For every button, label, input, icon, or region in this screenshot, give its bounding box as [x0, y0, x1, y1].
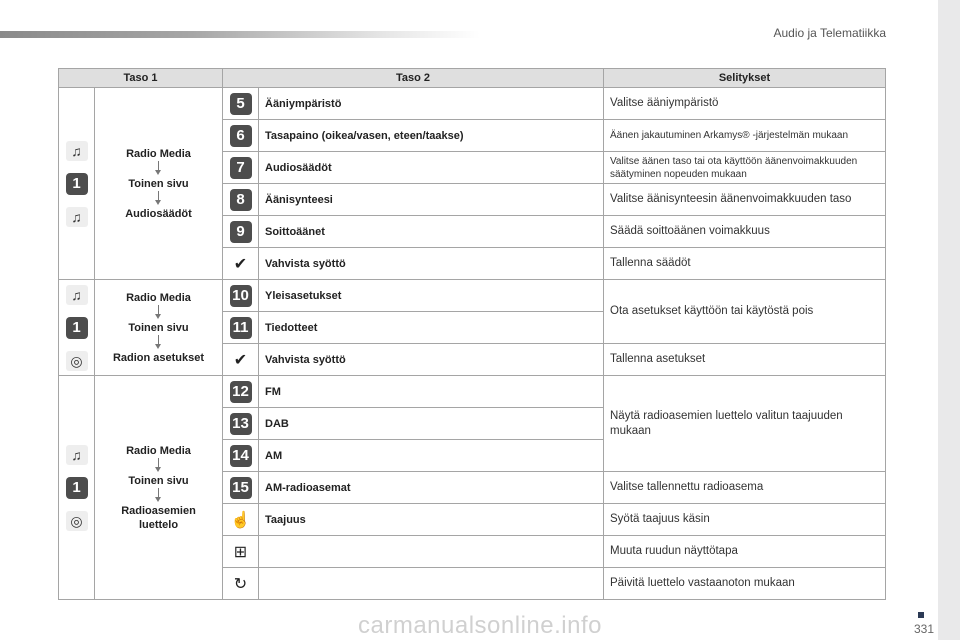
path-step: Radion asetukset — [112, 351, 205, 364]
option-desc: Ota asetukset käyttöön tai käytöstä pois — [604, 280, 886, 344]
music-note-icon: ♫ — [66, 141, 88, 161]
step-badge: 11 — [230, 317, 252, 339]
radio-antenna-icon: ◎ — [66, 351, 88, 371]
table-row — [59, 376, 886, 408]
group-3-icons — [59, 376, 95, 600]
header-level1: Taso 1 — [59, 69, 223, 88]
option-desc: Valitse äänen taso tai ota käyttöön äänenvoimakkuuden säätyminen nopeuden mukaan — [604, 152, 886, 184]
music-settings-icon: ♫ — [66, 207, 88, 227]
checkmark-icon: ✔ — [233, 255, 248, 273]
step-badge: 9 — [230, 221, 252, 243]
radio-list-icon: ◎ — [66, 511, 88, 531]
arrow-down-icon — [158, 305, 159, 317]
option-desc: Näytä radioasemien luettelo valitun taajuuden mukaan — [604, 376, 886, 472]
table-row — [59, 88, 886, 120]
arrow-down-icon — [158, 191, 159, 203]
step-badge: 15 — [230, 477, 252, 499]
step-badge: 7 — [230, 157, 252, 179]
option-desc: Muuta ruudun näyttötapa — [604, 536, 886, 568]
step-badge: 10 — [230, 285, 252, 307]
option-desc: Valitse tallennettu radioasema — [604, 472, 886, 504]
step-badge: 1 — [66, 173, 88, 195]
option-label: AM-radioasemat — [259, 472, 604, 504]
option-label: DAB — [259, 408, 604, 440]
path-step: Toinen sivu — [128, 177, 189, 190]
page-sidebar — [938, 0, 960, 640]
group-1-path — [95, 88, 223, 280]
option-desc: Tallenna säädöt — [604, 248, 886, 280]
option-label: Yleisasetukset — [259, 280, 604, 312]
display-mode-icon: ⊞ — [233, 543, 248, 561]
path-step: Toinen sivu — [128, 321, 189, 334]
option-label — [259, 568, 604, 600]
hand-tap-icon: ☝ — [230, 511, 251, 529]
path-step: Radioasemien luettelo — [121, 504, 196, 531]
option-label: Ääniympäristö — [259, 88, 604, 120]
group-2-path — [95, 280, 223, 376]
settings-table — [58, 68, 886, 600]
path-step: Radio Media — [126, 444, 191, 457]
path-step: Radio Media — [126, 147, 191, 160]
option-label: Tasapaino (oikea/vasen, eteen/taakse) — [259, 120, 604, 152]
path-step: Radio Media — [126, 291, 191, 304]
step-badge: 6 — [230, 125, 252, 147]
option-label: Taajuus — [259, 504, 604, 536]
group-1-icons — [59, 88, 95, 280]
step-badge: 13 — [230, 413, 252, 435]
music-note-icon: ♫ — [66, 445, 88, 465]
watermark: carmanualsonline.info — [358, 612, 602, 639]
option-label: Vahvista syöttö — [259, 248, 604, 280]
path-step: Toinen sivu — [128, 474, 189, 487]
music-note-icon: ♫ — [66, 285, 88, 305]
refresh-icon: ↻ — [233, 575, 248, 593]
header-level2: Taso 2 — [223, 69, 604, 88]
path-step: Audiosäädöt — [125, 207, 192, 220]
option-desc: Syötä taajuus käsin — [604, 504, 886, 536]
option-desc: Valitse äänisynteesin äänenvoimakkuuden taso — [604, 184, 886, 216]
step-badge: 5 — [230, 93, 252, 115]
option-desc: Tallenna asetukset — [604, 344, 886, 376]
step-badge: 14 — [230, 445, 252, 467]
option-label: Tiedotteet — [259, 312, 604, 344]
arrow-down-icon — [158, 458, 159, 470]
option-label: Soittoäänet — [259, 216, 604, 248]
step-badge: 1 — [66, 477, 88, 499]
arrow-down-icon — [158, 335, 159, 347]
step-badge: 1 — [66, 317, 88, 339]
header-bar — [0, 31, 480, 38]
step-badge: 12 — [230, 381, 252, 403]
page-number: 331 — [913, 622, 934, 636]
checkmark-icon: ✔ — [233, 351, 248, 369]
option-label: Äänisynteesi — [259, 184, 604, 216]
group-3-path — [95, 376, 223, 600]
header-explanations: Selitykset — [604, 69, 886, 88]
option-label: Audiosäädöt — [259, 152, 604, 184]
option-label: FM — [259, 376, 604, 408]
section-title: Audio ja Telematiikka — [773, 26, 886, 40]
table-header-row — [59, 69, 886, 88]
group-2-icons — [59, 280, 95, 376]
option-desc: Säädä soittoäänen voimakkuus — [604, 216, 886, 248]
arrow-down-icon — [158, 488, 159, 500]
step-badge: 8 — [230, 189, 252, 211]
arrow-down-icon — [158, 161, 159, 173]
option-desc: Päivitä luettelo vastaanoton mukaan — [604, 568, 886, 600]
option-label — [259, 536, 604, 568]
option-desc: Äänen jakautuminen Arkamys® -järjestelmän mukaan — [604, 120, 886, 152]
option-label: Vahvista syöttö — [259, 344, 604, 376]
option-desc: Valitse ääniympäristö — [604, 88, 886, 120]
table-row — [59, 280, 886, 312]
option-label: AM — [259, 440, 604, 472]
